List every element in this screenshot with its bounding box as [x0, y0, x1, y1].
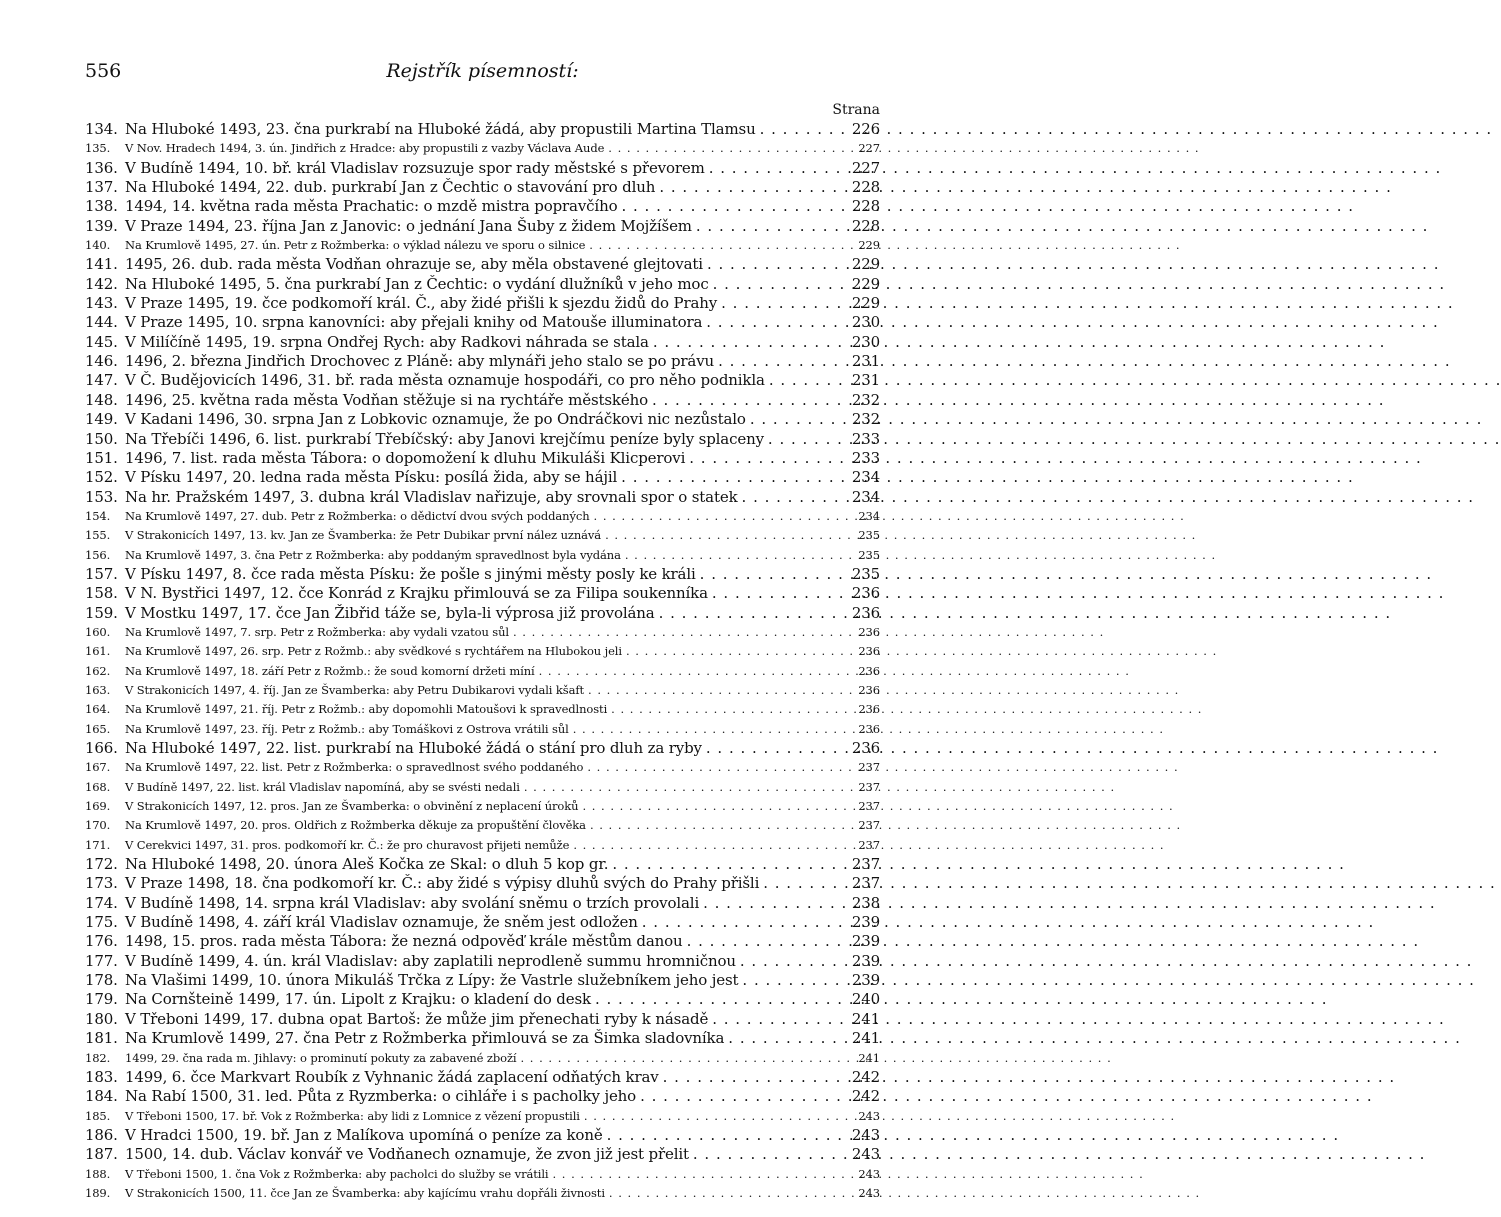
dot-leader — [655, 604, 848, 623]
entry-number: 183. — [85, 1067, 118, 1086]
dot-leader — [607, 700, 848, 719]
entry-text: 1498, 15. pros. rada města Tábora: že nezná odpověď krále městům danou — [125, 932, 683, 951]
entry-text: 1495, 26. dub. rada města Vodňan ohrazuje se, aby měla obstavené glejtovati — [125, 255, 703, 274]
dot-leader — [738, 488, 848, 507]
entry-page: 239 — [851, 913, 880, 932]
register-entry — [85, 526, 880, 545]
register-entry — [85, 391, 880, 410]
dot-leader — [756, 120, 848, 139]
entry-page: 230 — [851, 332, 880, 351]
entry-text: V Třeboni 1500, 1. čna Vok z Rožmberka: aby pacholci do služby se vrátili — [125, 1166, 549, 1181]
register-entry — [85, 217, 880, 236]
dot-leader — [659, 1068, 848, 1087]
dot-leader — [516, 1049, 848, 1068]
dot-leader — [638, 913, 848, 932]
entry-number: 161. — [85, 644, 111, 659]
entry-number: 188. — [85, 1166, 111, 1181]
entry-page: 237 — [858, 799, 880, 814]
entry-number: 169. — [85, 799, 111, 814]
entry-number: 135. — [85, 141, 111, 156]
entry-page: 236 — [858, 663, 880, 678]
entry-text: V Strakonicích 1497, 13. kv. Jan ze Švamberka: že Petr Dubikar první nález uznává — [125, 528, 602, 543]
register-entry — [85, 1107, 880, 1126]
register-entry — [85, 294, 880, 313]
dot-leader — [590, 507, 848, 526]
entry-page: 236 — [858, 644, 880, 659]
entry-page: 227 — [858, 141, 880, 156]
entry-page: 240 — [851, 990, 880, 1009]
entry-text: Na Krumlově 1497, 22. list. Petr z Rožmberka: o spravedlnost svého poddaného — [125, 760, 584, 775]
dot-leader — [709, 275, 848, 294]
entry-number: 187. — [85, 1145, 118, 1164]
entry-page: 232 — [851, 410, 880, 429]
entry-text: V Budíně 1498, 4. září král Vladislav oznamuje, že sněm jest odložen — [125, 913, 638, 932]
entry-page: 227 — [851, 158, 880, 177]
entry-text: V Praze 1494, 23. října Jan z Janovic: o jednání Jana Šuby z židem Mojžíšem — [125, 216, 692, 235]
entry-text: V Budíně 1498, 14. srpna král Vladislav: aby svolání sněmu o trzích provolali — [125, 893, 700, 912]
register-entry — [85, 371, 880, 390]
entry-text: V Budíně 1497, 22. list. král Vladislav napomíná, aby se svésti nedali — [125, 779, 520, 794]
register-entry — [85, 565, 880, 584]
entry-text: 1499, 29. čna rada m. Jihlavy: o prominutí pokuty za zabavené zboží — [125, 1050, 517, 1065]
dot-leader — [683, 932, 848, 951]
entry-text: 1499, 6. čce Markvart Roubík z Vyhnanic žádá zaplacení odňatých krav — [125, 1067, 659, 1086]
register-entry — [85, 855, 880, 874]
column-heading: Strana — [832, 102, 880, 118]
dot-leader — [603, 1126, 848, 1145]
entry-number: 145. — [85, 332, 118, 351]
entry-number: 137. — [85, 178, 118, 197]
dot-leader — [714, 352, 848, 371]
register-page — [85, 60, 880, 1203]
entry-page: 237 — [858, 760, 880, 775]
register-entry — [85, 1165, 880, 1184]
entry-page: 236 — [851, 603, 880, 622]
entry-text: 1496, 25. května rada města Vodňan stěžuje si na rychtáře městského — [125, 390, 648, 409]
entry-page: 236 — [851, 584, 880, 603]
register-entry — [85, 932, 880, 951]
entry-text: Na Krumlově 1497, 21. říj. Petr z Rožmb.: aby dopomohli Matoušovi k spravedlnosti — [125, 702, 608, 717]
entry-number: 144. — [85, 313, 118, 332]
dot-leader — [584, 681, 848, 700]
entry-text: Na Krumlově 1499, 27. čna Petr z Rožmberka přimlouvá se za Šimka sladovníka — [125, 1029, 725, 1048]
register-entry — [85, 604, 880, 623]
register-entry — [85, 1145, 880, 1164]
entry-page: 243 — [858, 1185, 880, 1200]
entry-page: 229 — [858, 238, 880, 253]
page-header — [85, 60, 880, 94]
register-entry — [85, 797, 880, 816]
entry-number: 147. — [85, 371, 118, 390]
entry-page: 234 — [851, 487, 880, 506]
entry-text: V Strakonicích 1500, 11. čce Jan ze Švamberka: aby kajícímu vrahu dopřáli živnosti — [125, 1185, 605, 1200]
dot-leader — [746, 410, 848, 429]
register-entry — [85, 662, 880, 681]
entry-page: 229 — [851, 274, 880, 293]
entry-page: 228 — [851, 216, 880, 235]
entry-text: 1496, 7. list. rada města Tábora: o dopomožení k dluhu Mikuláši Klicperovi — [125, 448, 686, 467]
dot-leader — [569, 836, 848, 855]
entry-page: 241 — [851, 1009, 880, 1028]
dot-leader — [736, 952, 848, 971]
dot-leader — [702, 313, 848, 332]
entry-page: 234 — [851, 468, 880, 487]
entry-text: Na Krumlově 1497, 3. čna Petr z Rožmberka: aby poddaným spravedlnost byla vydána — [125, 547, 621, 562]
dot-leader — [717, 294, 848, 313]
entry-page: 237 — [858, 818, 880, 833]
entry-text: Na hr. Pražském 1497, 3. dubna král Vladislav nařizuje, aby srovnali spor o statek — [125, 487, 738, 506]
entry-text: Na Hluboké 1498, 20. února Aleš Kočka ze Skal: o dluh 5 kop gr. — [125, 855, 609, 874]
entry-list — [85, 120, 880, 1203]
entry-page: 229 — [851, 294, 880, 313]
entry-text: V Milíčíně 1495, 19. srpna Ondřej Rych: aby Radkovi náhrada se stala — [125, 332, 649, 351]
register-entry — [85, 681, 880, 700]
entry-text: Na Rabí 1500, 31. led. Půta z Ryzmberka: o cihláře i s pacholky jeho — [125, 1087, 637, 1106]
entry-page: 239 — [851, 932, 880, 951]
register-entry — [85, 720, 880, 739]
entry-page: 238 — [851, 893, 880, 912]
entry-page: 228 — [851, 178, 880, 197]
entry-number: 166. — [85, 739, 118, 757]
register-entry — [85, 1068, 880, 1087]
register-entry — [85, 410, 880, 429]
dot-leader — [708, 584, 848, 603]
entry-number: 177. — [85, 951, 118, 970]
entry-number: 173. — [85, 874, 118, 893]
entry-page: 231 — [851, 371, 880, 390]
entry-text: Na Hluboké 1495, 5. čna purkrabí Jan z Čechtic: o vydání dlužníků v jeho moc — [125, 274, 709, 293]
register-entry — [85, 197, 880, 216]
dot-leader — [699, 894, 848, 913]
entry-page: 241 — [851, 1029, 880, 1048]
entry-number: 174. — [85, 893, 118, 912]
entry-number: 163. — [85, 682, 111, 697]
entry-page: 243 — [851, 1125, 880, 1144]
dot-leader — [617, 197, 848, 216]
entry-text: Na Cornšteině 1499, 17. ún. Lipolt z Krajku: o kladení do desk — [125, 990, 591, 1009]
entry-text: V Praze 1498, 18. čna podkomoří kr. Č.: aby židé s výpisy dluhů svých do Prahy přišli — [125, 874, 760, 893]
entry-text: V Písku 1497, 20. ledna rada města Písku: posílá žida, aby se hájil — [125, 468, 618, 487]
entry-number: 154. — [85, 508, 111, 523]
dot-leader — [604, 139, 848, 158]
dot-leader — [655, 178, 848, 197]
register-entry — [85, 275, 880, 294]
entry-text: Na Hluboké 1493, 23. čna purkrabí na Hluboké žádá, aby propustili Martina Tlamsu — [125, 120, 756, 138]
entry-text: 1494, 14. května rada města Prachatic: o mzdě mistra popravčího — [125, 197, 618, 216]
dot-leader — [636, 1087, 848, 1106]
entry-page: 243 — [851, 1145, 880, 1164]
entry-text: Na Krumlově 1497, 27. dub. Petr z Rožmberka: o dědictví dvou svých poddaných — [125, 508, 590, 523]
dot-leader — [696, 565, 848, 584]
entry-page: 237 — [851, 874, 880, 893]
entry-text: Na Třebíči 1496, 6. list. purkrabí Třebíčský: aby Janovi krejčímu peníze byly splaceny — [125, 429, 764, 448]
entry-text: V Budíně 1499, 4. ún. král Vladislav: aby zaplatili neprodleně summu hromničnou — [125, 951, 736, 970]
entry-page: 226 — [851, 120, 880, 138]
register-entry — [85, 159, 880, 178]
entry-page: 243 — [858, 1108, 880, 1123]
register-entry — [85, 1087, 880, 1106]
dot-leader — [617, 468, 848, 487]
register-entry — [85, 700, 880, 719]
dot-leader — [705, 159, 848, 178]
register-entry — [85, 1010, 880, 1029]
dot-leader — [535, 662, 848, 681]
entry-page: 236 — [858, 702, 880, 717]
register-entry — [85, 1049, 880, 1068]
register-entry — [85, 430, 880, 449]
register-entry — [85, 120, 880, 139]
entry-number: 185. — [85, 1108, 111, 1123]
entry-number: 158. — [85, 584, 118, 603]
entry-number: 159. — [85, 603, 118, 622]
register-entry — [85, 816, 880, 835]
dot-leader — [685, 449, 848, 468]
entry-page: 232 — [851, 390, 880, 409]
register-entry — [85, 178, 880, 197]
entry-number: 168. — [85, 779, 111, 794]
register-entry — [85, 333, 880, 352]
dot-leader — [649, 333, 848, 352]
entry-number: 142. — [85, 274, 118, 293]
dot-leader — [569, 720, 848, 739]
entry-number: 171. — [85, 837, 111, 852]
entry-number: 181. — [85, 1029, 118, 1048]
entry-number: 165. — [85, 721, 111, 736]
entry-text: Na Krumlově 1495, 27. ún. Petr z Rožmberka: o výklad nálezu ve sporu o silnice — [125, 238, 586, 253]
dot-leader — [585, 236, 848, 255]
entry-page: 231 — [851, 352, 880, 371]
register-entry — [85, 352, 880, 371]
entry-number: 170. — [85, 818, 111, 833]
dot-leader — [548, 1165, 848, 1184]
entry-page: 236 — [851, 739, 880, 757]
register-entry — [85, 139, 880, 158]
entry-text: V Nov. Hradech 1494, 3. ún. Jindřich z Hradce: aby propustili z vazby Václava Aude — [125, 141, 605, 156]
entry-text: V Mostku 1497, 17. čce Jan Žibřid táže se, byla-li výprosa již provolána — [125, 603, 655, 622]
register-entry — [85, 584, 880, 603]
dot-leader — [765, 371, 848, 390]
entry-page: 233 — [851, 448, 880, 467]
entry-number: 155. — [85, 528, 111, 543]
entry-page: 228 — [851, 197, 880, 216]
entry-number: 179. — [85, 990, 118, 1009]
register-entry — [85, 913, 880, 932]
dot-leader — [648, 391, 848, 410]
entry-page: 234 — [858, 508, 880, 523]
entry-page: 236 — [858, 721, 880, 736]
entry-number: 176. — [85, 932, 118, 951]
entry-number: 143. — [85, 294, 118, 313]
entry-number: 149. — [85, 410, 118, 429]
entry-text: Na Krumlově 1497, 26. srp. Petr z Rožmb.: aby svědkové s rychtářem na Hlubokou jeli — [125, 644, 622, 659]
entry-number: 180. — [85, 1009, 118, 1028]
register-entry — [85, 488, 880, 507]
dot-leader — [622, 642, 848, 661]
register-entry — [85, 449, 880, 468]
entry-text: V Kadani 1496, 30. srpna Jan z Lobkovic oznamuje, že po Ondráčkovi nic nezůstalo — [125, 410, 746, 429]
entry-number: 150. — [85, 429, 118, 448]
entry-text: V Budíně 1494, 10. bř. král Vladislav rozsuzuje spor rady městské s převorem — [125, 158, 705, 177]
register-entry — [85, 971, 880, 990]
entry-text: Na Krumlově 1497, 18. září Petr z Rožmb.: že soud komorní držeti míní — [125, 663, 535, 678]
entry-number: 157. — [85, 564, 118, 583]
entry-text: V Č. Budějovicích 1496, 31. bř. rada města oznamuje hospodáři, co pro něho podnikla — [125, 371, 765, 390]
dot-leader — [764, 430, 848, 449]
running-title: Rejstřík písemností: — [386, 60, 579, 82]
dot-leader — [724, 1029, 848, 1048]
dot-leader — [520, 778, 848, 797]
register-entry — [85, 874, 880, 893]
entry-page: 235 — [851, 564, 880, 583]
entry-page: 239 — [851, 971, 880, 990]
entry-page: 233 — [851, 429, 880, 448]
entry-number: 153. — [85, 487, 118, 506]
entry-text: Na Krumlově 1497, 7. srp. Petr z Rožmberka: aby vydali vzatou sůl — [125, 624, 509, 639]
entry-number: 140. — [85, 238, 111, 253]
entry-number: 162. — [85, 663, 111, 678]
register-entry — [85, 952, 880, 971]
entry-number: 138. — [85, 197, 118, 216]
entry-page: 239 — [851, 951, 880, 970]
entry-page: 243 — [858, 1166, 880, 1181]
register-entry — [85, 507, 880, 526]
entry-number: 172. — [85, 855, 118, 874]
entry-page: 236 — [858, 682, 880, 697]
dot-leader — [702, 739, 848, 758]
entry-page: 242 — [851, 1087, 880, 1106]
dot-leader — [738, 971, 848, 990]
register-entry — [85, 623, 880, 642]
entry-page: 235 — [858, 547, 880, 562]
entry-text: V Strakonicích 1497, 12. pros. Jan ze Švamberka: o obvinění z neplacení úroků — [125, 799, 579, 814]
page-number: 556 — [85, 60, 122, 82]
entry-number: 178. — [85, 971, 118, 990]
dot-leader — [692, 217, 848, 236]
entry-number: 136. — [85, 158, 118, 177]
entry-text: Na Vlašimi 1499, 10. února Mikuláš Trčka z Lípy: že Vastrle služebníkem jeho jest — [125, 971, 739, 990]
entry-text: Na Hluboké 1494, 22. dub. purkrabí Jan z Čechtic o stavování pro dluh — [125, 178, 656, 197]
register-entry — [85, 1126, 880, 1145]
dot-leader — [708, 1010, 848, 1029]
entry-number: 156. — [85, 547, 111, 562]
dot-leader — [621, 546, 848, 565]
entry-page: 230 — [851, 313, 880, 332]
dot-leader — [759, 874, 848, 893]
entry-number: 164. — [85, 702, 111, 717]
dot-leader — [608, 855, 848, 874]
dot-leader — [591, 990, 848, 1009]
dot-leader — [586, 816, 848, 835]
entry-page: 235 — [858, 528, 880, 543]
register-entry — [85, 313, 880, 332]
entry-page: 237 — [858, 779, 880, 794]
register-entry — [85, 255, 880, 274]
dot-leader — [601, 526, 848, 545]
entry-number: 175. — [85, 913, 118, 932]
entry-text: V Cerekvici 1497, 31. pros. podkomoří kr. Č.: že pro churavost přijeti nemůže — [125, 837, 570, 852]
register-entry — [85, 642, 880, 661]
entry-text: V Praze 1495, 10. srpna kanovníci: aby přejali knihy od Matouše illuminatora — [125, 313, 703, 332]
entry-number: 182. — [85, 1050, 111, 1065]
dot-leader — [605, 1184, 848, 1203]
entry-text: V Praze 1495, 19. čce podkomoří král. Č., aby židé přišli k sjezdu židů do Prahy — [125, 294, 718, 313]
entry-number: 146. — [85, 352, 118, 371]
entry-page: 236 — [858, 624, 880, 639]
entry-page: 241 — [858, 1050, 880, 1065]
register-entry — [85, 836, 880, 855]
entry-text: 1496, 2. března Jindřich Drochovec z Pláně: aby mlynáři jeho stalo se po právu — [125, 352, 715, 371]
entry-text: Na Krumlově 1497, 23. říj. Petr z Rožmb.: aby Tomáškovi z Ostrova vrátili sůl — [125, 721, 569, 736]
entry-number: 152. — [85, 468, 118, 487]
entry-number: 139. — [85, 216, 118, 235]
entry-text: Na Krumlově 1497, 20. pros. Oldřich z Rožmberka děkuje za propuštění člověka — [125, 818, 586, 833]
entry-text: V Třeboni 1500, 17. bř. Vok z Rožmberka: aby lidi z Lomnice z vězení propustili — [125, 1108, 580, 1123]
entry-number: 151. — [85, 448, 118, 467]
entry-number: 167. — [85, 760, 111, 775]
entry-text: V Písku 1497, 8. čce rada města Písku: že pošle s jinými městy posly ke králi — [125, 564, 696, 583]
register-entry — [85, 894, 880, 913]
dot-leader — [583, 758, 848, 777]
register-entry — [85, 758, 880, 777]
entry-page: 242 — [851, 1067, 880, 1086]
entry-text: 1500, 14. dub. Václav konvář ve Vodňanech oznamuje, že zvon již jest přelit — [125, 1145, 689, 1164]
dot-leader — [689, 1145, 848, 1164]
entry-text: V Hradci 1500, 19. bř. Jan z Malíkova upomíná o peníze za koně — [125, 1125, 603, 1144]
entry-page: 237 — [851, 855, 880, 874]
register-entry — [85, 778, 880, 797]
register-entry — [85, 546, 880, 565]
entry-number: 141. — [85, 255, 118, 274]
register-entry — [85, 1184, 880, 1203]
dot-leader — [580, 1107, 848, 1126]
register-entry — [85, 990, 880, 1009]
entry-number: 134. — [85, 120, 118, 138]
dot-leader — [509, 623, 848, 642]
dot-leader — [703, 255, 848, 274]
entry-number: 184. — [85, 1087, 118, 1106]
entry-text: V Třeboni 1499, 17. dubna opat Bartoš: že může jim přenechati ryby k násadě — [125, 1009, 709, 1028]
register-entry — [85, 739, 880, 758]
entry-text: V Strakonicích 1497, 4. říj. Jan ze Švamberka: aby Petru Dubikarovi vydali kšaft — [125, 682, 585, 697]
register-entry — [85, 468, 880, 487]
register-entry — [85, 236, 880, 255]
entry-number: 160. — [85, 624, 111, 639]
entry-page: 229 — [851, 255, 880, 274]
dot-leader — [578, 797, 848, 816]
entry-text: V N. Bystřici 1497, 12. čce Konrád z Krajku přimlouvá se za Filipa soukenníka — [125, 584, 708, 603]
entry-number: 189. — [85, 1185, 111, 1200]
entry-number: 186. — [85, 1125, 118, 1144]
entry-number: 148. — [85, 390, 118, 409]
entry-text: Na Hluboké 1497, 22. list. purkrabí na Hluboké žádá o stání pro dluh za ryby — [125, 739, 702, 757]
entry-page: 237 — [858, 837, 880, 852]
register-entry — [85, 1029, 880, 1048]
